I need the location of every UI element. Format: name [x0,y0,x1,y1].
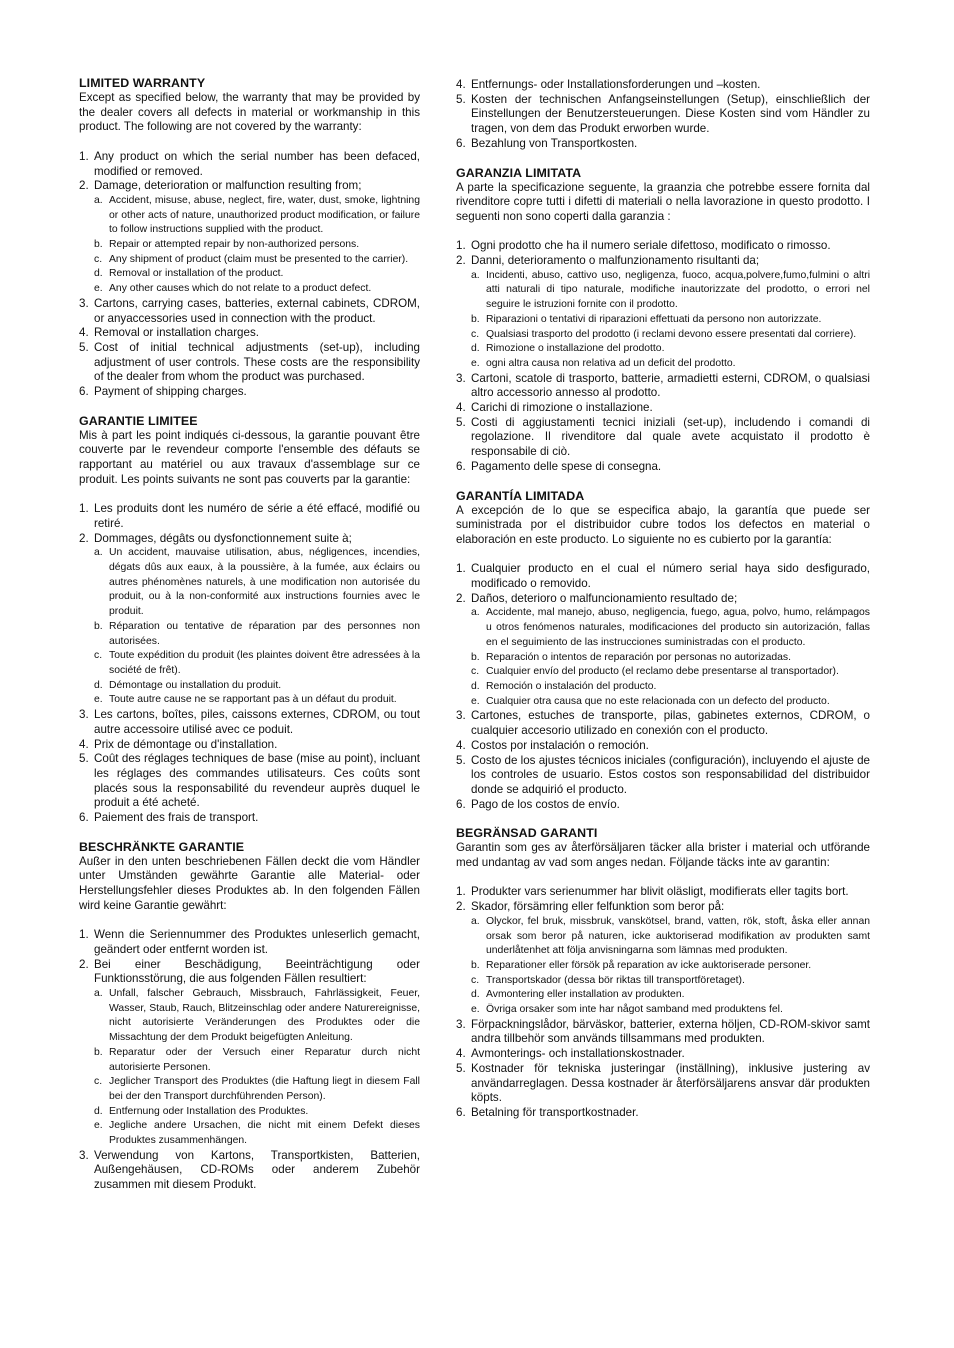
item-number: 3. [456,371,466,385]
sub-list [94,194,420,297]
item-number: 5. [456,415,466,429]
list-item [79,385,420,400]
list-item [456,460,870,475]
item-number: 5. [456,1061,466,1075]
section-title: GARANZIA LIMITATA [456,165,582,180]
sub-list-item [471,665,870,680]
sub-list-item [94,267,420,282]
item-text: Cost of initial technical adjustments (set-up), including adjustment of user controls. These costs are the responsibility of the dealer from whom the product was purchased. [94,340,420,384]
sub-item-text: Cualquier otra causa que no este relacionada con un defecto del producto. [486,695,830,707]
sub-list-item [94,1105,420,1120]
sub-list-item [471,915,870,959]
sub-item-letter: b. [94,620,103,632]
item-number: 1. [79,928,89,942]
warranty-section-sv [456,826,870,1120]
item-text: Les cartons, boîtes, piles, caissons externes, CDROM, ou tout autre accessoire utilisé avec ce poduit. [94,708,420,736]
sub-item-text: Accidente, mal manejo, abuso, negligencia, fuego, agua, polvo, humo, relámpagos u otros fenómenos naturales, modificaciones del producto sin autorización, fallas en el seguimiento de las instrucciones suministradas con el producto. [486,607,870,648]
item-text: Kosten der technischen Anfangseinstellungen (Setup), einschließlich der Einstellungen der Benutzersteuerungen. Diese Kosten sind vom Händler zu tragen, von dem das Produkt erworben wurde. [471,92,870,136]
item-text: Avmonterings- och installationskostnader. [471,1047,685,1061]
sub-list [94,546,420,708]
sub-list [471,269,870,372]
item-number: 6. [79,811,89,825]
item-number: 3. [79,296,89,310]
sub-item-text: Toute autre cause ne se rapportant pas à un défaut du produit. [109,694,397,706]
exclusion-list [456,239,870,474]
sub-list-item [471,313,870,328]
item-text: Paiement des frais de transport. [94,811,259,825]
item-number: 2. [456,900,466,914]
exclusion-list [79,502,420,825]
item-number: 4. [456,1047,466,1061]
item-text: Produkter vars serienummer har blivit oläsligt, modifierats eller tagits bort. [471,885,849,899]
list-item [79,928,420,957]
item-text: Cualquier producto en el cual el número serial haya sido desfigurado, modificado o removido. [471,562,870,591]
item-text: Dommages, dégâts ou dysfonctionnement suite à; [94,531,352,545]
sub-item-text: Reparationer eller försök på reparation av icke auktoriserade personer. [486,959,812,971]
item-number: 3. [79,708,89,722]
list-item [79,532,420,708]
list-item [456,739,870,754]
item-number: 2. [79,957,89,971]
section-title: BESCHRÄNKTE GARANTIE [79,839,245,854]
exclusion-list [79,928,420,1193]
list-item [456,1106,870,1121]
sub-list-item [94,620,420,649]
sub-item-text: Réparation ou tentative de réparation par des personnes non autorisées. [109,620,420,647]
warranty-section-es [456,489,870,813]
list-item [79,150,420,179]
item-text: Bezahlung von Transportkosten. [471,136,638,150]
left-column [79,76,420,1207]
sub-list-item [94,546,420,620]
sub-item-letter: e. [94,694,103,706]
sub-list-item [94,282,420,297]
section-title: BEGRÄNSAD GARANTI [456,826,598,841]
item-number: 4. [79,737,89,751]
item-text: Cartons, carrying cases, batteries, external cabinets, CDROM, or anyaccessories used in connection with the product. [94,296,420,325]
sub-item-text: Toute expédition du produit (les plaintes doivent être adressées à la société de frêt). [109,650,420,676]
list-item [456,93,870,137]
item-number: 3. [79,1148,89,1162]
item-number: 2. [456,591,466,605]
sub-item-text: Reparatur oder der Versuch einer Reparatur durch nicht autorisierte Personen. [109,1046,420,1073]
list-item [456,78,870,93]
list-item [456,798,870,813]
sub-list-item [471,357,870,372]
section-intro: Mis à part les point indiqués ci-dessous, la garantie pouvant être couverte par le revendeur comporte l'ensemble des défauts se rapportant au matériel ou aux travaux d'assemblage sur ce produit. Les points suivants ne sont pas couverts par la garantie: [79,428,420,486]
sub-list-item [94,987,420,1046]
sub-item-letter: b. [94,1046,103,1058]
sub-list-item [471,974,870,989]
item-text: Bei einer Beschädigung, Beeinträchtigung oder Funktionsstörung, die aus folgenden Fällen resultiert: [94,957,420,986]
sub-list-item [471,1003,870,1018]
right-column [456,78,870,1135]
list-item [79,502,420,531]
sub-item-text: Removal or installation of the product. [109,268,284,280]
item-number: 1. [456,239,466,253]
sub-item-letter: d. [94,679,103,691]
sub-item-text: Qualsiasi trasporto del prodotto (i reclami devono essere presentati dal corriere). [486,328,857,340]
item-text: Entfernungs- oder Installationsforderungen und –kosten. [471,78,761,91]
sub-item-letter: a. [94,547,103,559]
list-item [456,900,870,1018]
section-intro: Außer in den unten beschriebenen Fällen deckt die vom Händler unter Umständen gewährte Garantie alle Material- oder Herstellungsfehler dieses Produktes ab. In den folgenden Fällen wird keine Garantie gewährt: [79,854,420,912]
section-intro: Garantin som ges av återförsäljaren täcker alla brister i material och utförande med undantag av vad som anges nedan. Följande täcks inte av garantin: [456,841,870,870]
item-number: 5. [456,753,466,767]
section-intro: Except as specified below, the warranty that may be provided by the dealer covers all defects in material or workmanship in this product. The following are not covered by the warranty: [79,91,420,134]
item-text: Cartoni, scatole di trasporto, batterie, armadietti esterni, CDROM, o qualsiasi altro accessorio annesso al prodotto. [471,371,870,400]
list-item [456,1047,870,1062]
item-text: Costo de los ajustes técnicos iniciales (configuración), incluyendo el ajuste de los controles de usuario. Estos costos son responsabilidad del distribuidor donde se adquirió el producto. [471,753,870,796]
sub-list-item [94,253,420,268]
item-text: Coût des réglages techniques de base (mise au point), incluant les réglages des commandes utilisateurs. Ces coûts sont placés sous la responsabilité du revendeur auprès duquel le produit a été acheté. [94,752,420,810]
list-item [456,1018,870,1047]
exclusion-list [79,150,420,400]
item-text: Skador, försämring eller felfunktion som beror på: [471,900,725,914]
list-item [456,137,870,152]
item-number: 1. [456,885,466,899]
sub-list-item [471,680,870,695]
item-text: Daños, deterioro o malfuncionamiento resultado de; [471,591,738,605]
section-title: GARANTIE LIMITEE [79,413,198,428]
item-text: Pago de los costos de envío. [471,797,620,811]
sub-item-text: Avmontering eller installation av produkten. [486,989,685,1001]
item-text: Danni, deterioramento o malfunzionamento risultanti da; [471,254,760,268]
item-number: 6. [456,797,466,811]
sub-item-text: Cualquier envío del producto (el reclamo debe presentarse al transportador). [486,666,839,678]
item-number: 5. [79,340,89,354]
sub-item-letter: b. [471,651,480,663]
warranty-section-de-continued [456,78,870,152]
sub-list-item [94,1075,420,1104]
sub-item-letter: b. [471,959,480,971]
item-number: 6. [79,385,89,399]
sub-list-item [471,988,870,1003]
item-number: 4. [79,326,89,340]
sub-item-letter: c. [94,1076,103,1088]
sub-list-item [94,1046,420,1075]
sub-item-text: Rimozione o installazione del prodotto. [486,343,665,355]
sub-item-text: Any shipment of product (claim must be presented to the carrier). [109,253,409,265]
list-item [456,1062,870,1106]
sub-list-item [471,606,870,650]
sub-item-letter: a. [471,915,480,927]
list-item [456,562,870,591]
item-text: Removal or installation charges. [94,326,259,340]
sub-item-letter: a. [94,988,103,1000]
section-title: GARANTÍA LIMITADA [456,488,585,503]
exclusion-list [456,562,870,812]
sub-item-letter: c. [471,974,480,986]
list-item [79,752,420,811]
sub-list-item [471,651,870,666]
warranty-section-de [79,840,420,1193]
item-text: Payment of shipping charges. [94,385,247,399]
item-text: Wenn die Seriennummer des Produktes unleserlich gemacht, geändert oder entfernt worden ist. [94,928,420,956]
sub-item-text: ogni altra causa non relativa ad un deficit del prodotto. [486,357,736,369]
list-item [79,1149,420,1193]
item-text: Verwendung von Kartons, Transportkisten, Batterien, Außengehäusen, CD-ROMs oder anderem Zubehör zusammen mit diesem Produkt. [94,1148,420,1192]
sub-item-letter: e. [471,1004,480,1016]
list-item [456,754,870,798]
sub-item-text: Any other causes which do not relate to a product defect. [109,283,372,295]
sub-item-letter: d. [471,680,480,692]
list-item [79,708,420,737]
item-number: 4. [456,401,466,415]
warranty-section-fr [79,414,420,826]
list-item [79,341,420,385]
item-number: 2. [456,254,466,268]
list-item [79,326,420,341]
item-number: 6. [456,459,466,473]
sub-list-item [94,238,420,253]
sub-item-text: Övriga orsaker som inte har något samband med produktens fel. [486,1004,783,1016]
sub-list-item [471,695,870,710]
item-text: Förpackningslådor, bärväskor, batterier, externa höljen, CD-ROM-skivor samt andra tillbehör som används tillsammans med produkten. [471,1017,870,1046]
sub-item-letter: d. [471,989,480,1001]
item-number: 3. [456,1017,466,1031]
sub-item-text: Repair or attempted repair by non-authorized persons. [109,239,360,251]
sub-item-text: Reparación o intentos de reparación por personas no autorizadas. [486,651,791,663]
sub-item-letter: c. [94,253,103,265]
exclusion-list-continued [456,78,870,152]
list-item [456,239,870,254]
item-number: 4. [456,78,466,91]
sub-item-text: Riparazioni o tentativi di riparazioni effettuati da persono non autorizzate. [486,313,822,325]
sub-item-letter: d. [471,343,480,355]
sub-list-item [471,269,870,313]
item-number: 5. [79,752,89,766]
list-item [456,592,870,710]
sub-item-text: Entfernung oder Installation des Produktes. [109,1105,309,1117]
sub-item-letter: e. [471,695,480,707]
list-item [456,709,870,738]
sub-item-text: Jegliche andere Ursachen, die nicht mit einem Defekt dieses Produktes zusammenhängen. [109,1120,420,1147]
list-item [79,297,420,326]
item-text: Damage, deterioration or malfunction resulting from; [94,179,362,193]
sub-list [94,987,420,1149]
sub-item-letter: d. [94,268,103,280]
sub-list [471,606,870,709]
sub-list [471,915,870,1018]
section-title: LIMITED WARRANTY [79,76,206,90]
exclusion-list [456,885,870,1120]
list-item [456,885,870,900]
sub-item-text: Jeglicher Transport des Produktes (die Haftung liegt in diesem Fall bei der den Transport durchführenden Person). [109,1076,420,1102]
item-number: 2. [79,531,89,545]
item-number: 1. [79,149,89,163]
list-item [79,811,420,826]
sub-item-letter: d. [94,1105,103,1117]
sub-list-item [94,1119,420,1148]
sub-item-letter: c. [471,666,480,678]
sub-item-letter: e. [471,357,480,369]
sub-list-item [471,959,870,974]
list-item [456,254,870,372]
item-text: Les produits dont les numéro de série a été effacé, modifié ou retiré. [94,502,420,530]
sub-item-letter: e. [94,1120,103,1132]
sub-list-item [471,342,870,357]
item-number: 3. [456,709,466,723]
sub-item-text: Un accident, mauvaise utilisation, abus, négligences, incendies, dégats dûs aux eaux, à la poussière, à la fumée, aux éclairs ou autres phénomènes naturels, à une modification non autorisée du produit, ou à la non-conformité aux instructions fournies avec le produit. [109,547,420,618]
sub-item-text: Remoción o instalación del producto. [486,680,657,692]
sub-item-text: Incidenti, abuso, cattivo uso, negligenza, fuoco, acqua,polvere,fumo,fulmini o altri atti naturali di tipo naturale, modifiche inautorizzate del prodotto, o errori nel seguire le istruzioni fornite con il prodotto. [486,269,870,311]
sub-item-letter: a. [471,607,480,619]
item-text: Kostnader för tekniska justeringar (inställning), inklusive justering av användarreglagen. Dessa kostnader är återförsäljarens ansvar där produkten köpts. [471,1061,870,1105]
sub-item-text: Olyckor, fel bruk, missbruk, vanskötsel, brand, vatten, rök, stoft, åska eller annan orsak som beror på naturen, icke auktoriserad modifikation av produkten samt underlåtenhet att följa anvisningarna som lämnas med produkten. [486,915,870,957]
item-number: 5. [456,92,466,106]
list-item [79,738,420,753]
sub-list-item [94,649,420,678]
list-item [456,401,870,416]
warranty-section-it [456,166,870,475]
item-number: 1. [79,502,89,516]
item-text: Any product on which the serial number has been defaced, modified or removed. [94,149,420,178]
sub-item-letter: a. [94,194,103,206]
section-intro: A parte la specificazione seguente, la graanzia che potrebbe essere fornita dal rivenditore copre tutti i difetti di materiali o nella lavorazione in questo prodotto. I seguenti non sono coperti dalla garanzia : [456,180,870,223]
sub-item-text: Transportskador (dessa bör riktas till transportföretaget). [486,974,745,986]
item-text: Pagamento delle spese di consegna. [471,459,662,473]
item-text: Betalning för transportkostnader. [471,1105,639,1119]
sub-item-letter: e. [94,283,103,295]
item-number: 4. [456,738,466,752]
item-number: 6. [456,136,466,150]
item-text: Costi di aggiustamenti tecnici iniziali (set-up), includendo i comandi di regolazione. Il rivenditore dal quale avete acquistato il prodotto è responsabile di ciò. [471,415,870,459]
sub-list-item [94,194,420,238]
item-text: Ogni prodotto che ha il numero seriale difettoso, modificato o rimosso. [471,239,831,253]
sub-item-letter: a. [471,269,480,281]
sub-item-text: Accident, misuse, abuse, neglect, fire, water, dust, smoke, lightning or other acts of nature, unauthorized product modification, or failure to follow instructions supplied with the product. [109,194,420,236]
item-text: Carichi di rimozione o installazione. [471,401,653,415]
sub-list-item [471,328,870,343]
list-item [79,958,420,1149]
sub-item-text: Démontage ou installation du produit. [109,679,282,691]
item-number: 1. [456,562,466,576]
list-item [456,372,870,401]
sub-list-item [94,693,420,708]
sub-item-letter: b. [94,239,103,251]
section-intro: A excepción de lo que se especifica abajo, la garantía que puede ser suministrada por el distribuidor cubre todos los defectos en material o elaboración en este producto. Lo siguiente no es cubierto por la garantía: [456,503,870,546]
sub-list-item [94,679,420,694]
item-number: 6. [456,1105,466,1119]
item-text: Prix de démontage ou d'installation. [94,737,278,751]
list-item [79,179,420,297]
sub-item-text: Unfall, falscher Gebrauch, Missbrauch, Fahrlässigkeit, Feuer, Wasser, Staub, Rauch, Blitzeinschlag oder andere Naturereignisse, nicht autorisierte Veränderungen des Produktes oder die Missachtung der dem Produkt beigefügten Anleitung. [109,988,420,1044]
sub-item-letter: b. [471,313,480,325]
warranty-section-en [79,76,420,400]
sub-item-letter: c. [471,328,480,340]
item-number: 2. [79,179,89,193]
item-text: Cartones, estuches de transporte, pilas, gabinetes externos, CDROM, o cualquier accesorio utilizado en conexión con el producto. [471,709,870,738]
sub-item-letter: c. [94,650,103,662]
item-text: Costos por instalación o remoción. [471,738,649,752]
list-item [456,416,870,460]
